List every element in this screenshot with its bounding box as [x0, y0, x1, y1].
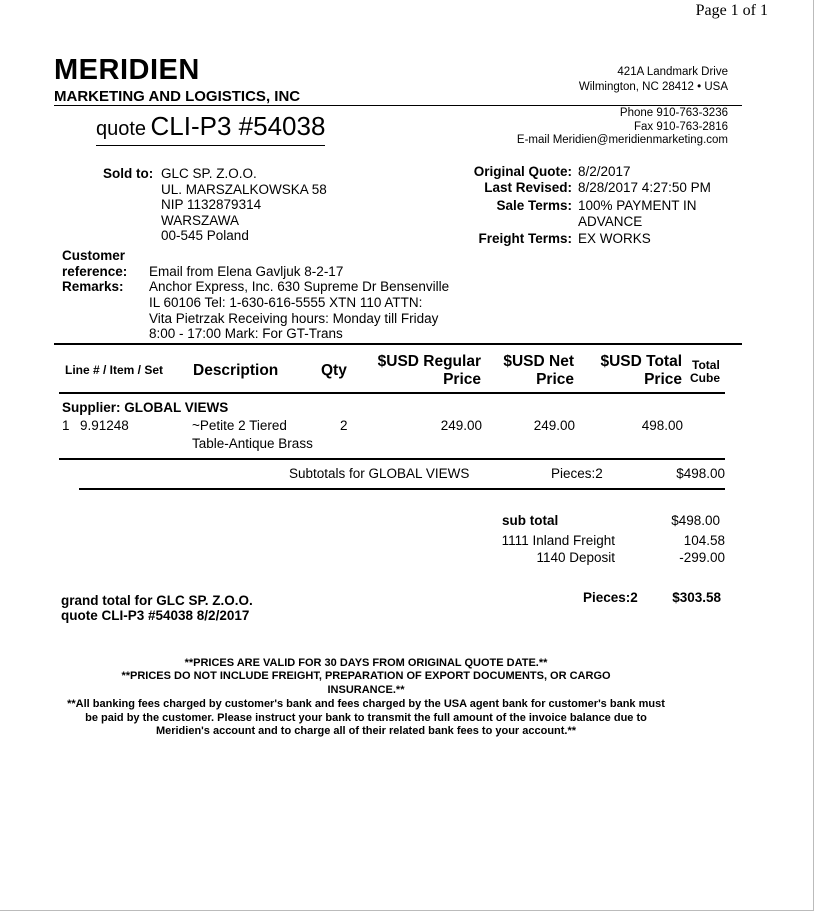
- col-header-description: Description: [193, 362, 279, 379]
- company-name: MERIDIEN: [54, 54, 200, 86]
- col-header-total-price: $USD Total: [600, 353, 682, 370]
- remarks-line: IL 60106 Tel: 1-630-616-5555 XTN 110 ATTN:: [149, 295, 423, 310]
- row-regular-price: 249.00: [440, 418, 482, 433]
- col-header-net-price: $USD Net: [503, 353, 574, 370]
- customer-ref-label-2: reference:: [62, 264, 128, 279]
- sale-terms-label: Sale Terms:: [496, 198, 572, 213]
- grand-total-pieces: Pieces:2: [583, 590, 638, 605]
- col-header-net-price-2: Price: [536, 371, 574, 388]
- sold-to-line: 00-545 Poland: [161, 228, 249, 243]
- row-description-2: Table-Antique Brass: [192, 436, 313, 451]
- header-divider: [54, 105, 742, 106]
- row-line-number: 1: [62, 418, 70, 433]
- sub-total-label: sub total: [502, 513, 559, 528]
- company-address-1: 421A Landmark Drive: [617, 66, 728, 78]
- last-revised-value: 8/28/2017 4:27:50 PM: [578, 180, 711, 195]
- note-banking: **All banking fees charged by customer's bank and fees charged by the USA agent bank for customer's bank must be paid by the customer. Please instruct your bank to transmit the full amount of the invoice balance due to Meridien's account and to charge all of their related bank fees to your account.**: [67, 698, 665, 737]
- freight-value: 104.58: [683, 533, 725, 548]
- company-email: E-mail Meridien@meridienmarketing.com: [516, 134, 728, 146]
- supplier-subtotal-label: Subtotals for GLOBAL VIEWS: [289, 466, 470, 481]
- row-total-price: 498.00: [641, 418, 683, 433]
- sold-to-line: UL. MARSZALKOWSKA 58: [161, 182, 327, 197]
- grand-total-label: grand total for GLC SP. Z.O.O.: [61, 593, 253, 608]
- col-header-total-cube: Total: [692, 358, 720, 372]
- quote-title: [96, 112, 325, 146]
- row-item-number: 9.91248: [80, 418, 129, 433]
- grand-total-quote: quote CLI-P3 #54038 8/2/2017: [61, 608, 250, 623]
- company-fax: Fax 910-763-2816: [634, 121, 728, 133]
- sub-total-value: $498.00: [671, 513, 720, 528]
- supplier-subtotal-pieces: Pieces:2: [551, 466, 603, 481]
- remarks-line: 8:00 - 17:00 Mark: For GT-Trans: [149, 326, 343, 341]
- page-counter: Page 1 of 1: [695, 2, 768, 19]
- company-phone: Phone 910-763-3236: [619, 107, 728, 119]
- sold-to-label: Sold to:: [103, 166, 154, 181]
- supplier-subtotal-value: $498.00: [676, 466, 725, 481]
- col-header-qty: Qty: [321, 362, 347, 379]
- row-net-price: 249.00: [533, 418, 575, 433]
- customer-ref-value: Email from Elena Gavljuk 8-2-17: [149, 264, 344, 279]
- sale-terms-value: 100% PAYMENT IN: [578, 198, 697, 213]
- table-top-divider: [54, 343, 742, 345]
- remarks-line: Anchor Express, Inc. 630 Supreme Dr Bensenville: [149, 279, 450, 294]
- quote-number: CLI-P3 #54038: [150, 111, 326, 141]
- deposit-label: 1140 Deposit: [536, 550, 615, 565]
- header-bottom-divider: [59, 392, 725, 394]
- subtotal-divider: [79, 488, 725, 490]
- col-header-regular-price-2: Price: [443, 371, 481, 388]
- sold-to-line: NIP 1132879314: [161, 197, 262, 212]
- row-description: ~Petite 2 Tiered: [192, 418, 287, 433]
- freight-label: 1111 Inland Freight: [501, 533, 615, 548]
- freight-terms-value: EX WORKS: [578, 231, 651, 246]
- last-revised-label: Last Revised:: [484, 180, 572, 195]
- remarks-label: Remarks:: [62, 279, 124, 294]
- col-header-regular-price: $USD Regular: [377, 353, 481, 370]
- remarks-line: Vita Pietrzak Receiving hours: Monday till Friday: [149, 311, 439, 326]
- col-header-line: Line # / Item / Set: [65, 363, 164, 377]
- grand-total-value: $303.58: [672, 590, 721, 605]
- company-subtitle: MARKETING AND LOGISTICS, INC: [54, 88, 301, 105]
- sold-to-line: WARSZAWA: [161, 213, 239, 228]
- sold-to-line: GLC SP. Z.O.O.: [161, 166, 257, 181]
- original-quote-value: 8/2/2017: [578, 164, 631, 179]
- supplier-heading: Supplier: GLOBAL VIEWS: [62, 400, 229, 415]
- note-validity: **PRICES ARE VALID FOR 30 DAYS FROM ORIGINAL QUOTE DATE.**: [184, 657, 548, 669]
- row-bottom-divider: [59, 458, 725, 460]
- company-address-2: Wilmington, NC 28412 • USA: [578, 81, 728, 93]
- row-qty: 2: [340, 418, 348, 433]
- quote-prefix: quote: [96, 118, 147, 140]
- freight-terms-label: Freight Terms:: [478, 231, 572, 246]
- col-header-total-price-2: Price: [644, 371, 682, 388]
- customer-ref-label: Customer: [62, 248, 126, 263]
- sale-terms-value-cont: ADVANCE: [578, 214, 643, 229]
- original-quote-label: Original Quote:: [473, 164, 572, 179]
- note-freight: **PRICES DO NOT INCLUDE FREIGHT, PREPARATION OF EXPORT DOCUMENTS, OR CARGO INSURANCE.**: [121, 670, 611, 696]
- deposit-value: -299.00: [679, 550, 725, 565]
- col-header-total-cube-2: Cube: [690, 371, 720, 385]
